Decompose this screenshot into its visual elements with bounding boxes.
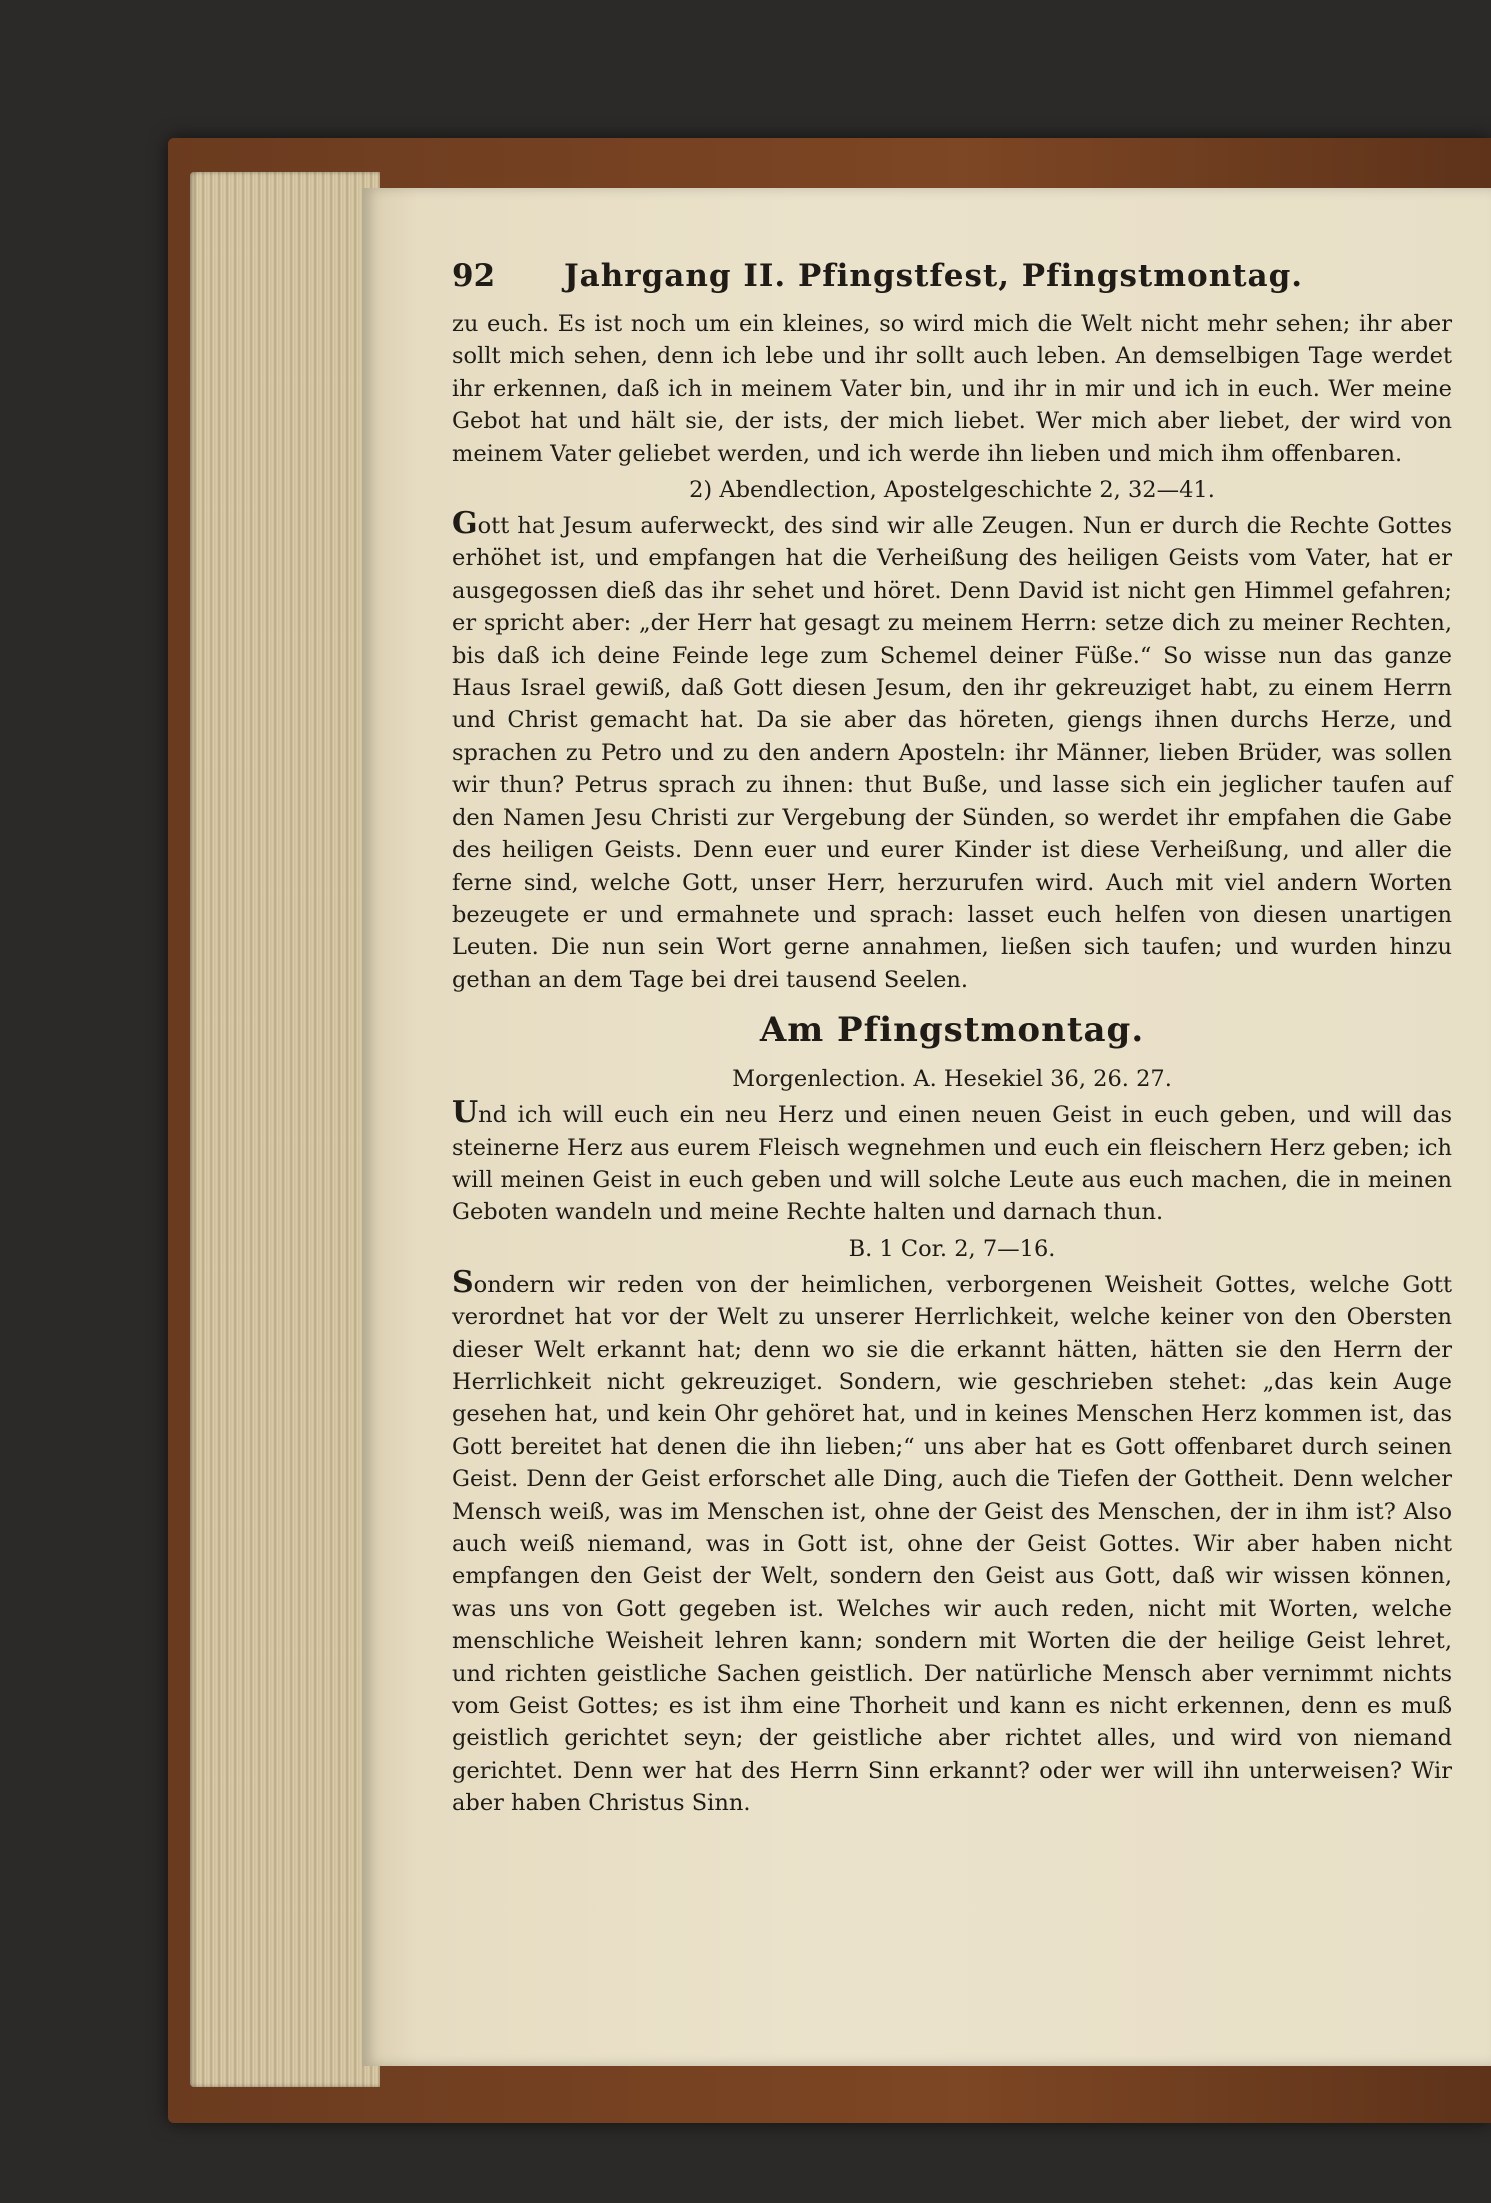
paragraph-ezekiel bbox=[452, 1095, 1452, 1229]
lection-heading-corinthians: B. 1 Cor. 2, 7—16. bbox=[848, 1235, 1056, 1262]
book-page bbox=[362, 188, 1491, 2066]
paragraph-acts bbox=[452, 506, 1452, 996]
paragraph-text: ondern wir reden von der heimlichen, verborgenen Weisheit Gottes, welche Gott verordnet hat vor der Welt zu unserer Herrlichkeit, welche keiner von den Obersten dieser Welt erkannt hat; denn wo sie die erkannt hätten, hätten sie den Herrn der Herrlichkeit nicht gekreuziget. Sondern, wie geschrieben stehet: „das kein Auge gesehen hat, und kein Ohr gehöret hat, und in keines Menschen Herz kommen ist, das Gott bereitet hat denen die ihn lieben;“ uns aber hat es Gott offenbaret durch seinen Geist. Denn der Geist erforschet alle Ding, auch die Tiefen der Gottheit. Denn welcher Mensch weiß, was im Menschen ist, ohne der Geist des Menschen, der in ihm ist? Also auch weiß niemand, was in Gott ist, ohne der Geist Gottes. Wir aber haben nicht empfangen den Geist der Welt, sondern den Geist aus Gott, daß wir wissen können, was uns von Gott gegeben ist. Welches wir auch reden, nicht mit Worten, welche menschliche Weisheit lehren kann; sondern mit Worten die der heilige Geist lehret, und richten geistliche Sachen geistlich. Der natürliche Mensch aber vernimmt nichts vom Geist Gottes; es ist ihm eine Thorheit und kann es nicht erkennen, denn es muß geistlich gerichtet seyn; der geistliche aber richtet alles, und wird von niemand gerichtet. Denn wer hat des Herrn Sinn erkannt? oder wer will ihn unterweisen? Wir aber haben Christus Sinn. bbox=[452, 1271, 1452, 1817]
page-header bbox=[452, 258, 1452, 294]
drop-cap: G bbox=[452, 506, 478, 542]
lection-heading-morgen: Morgenlection. A. Hesekiel 36, 26. 27. bbox=[732, 1066, 1172, 1093]
page-number: 92 bbox=[452, 258, 496, 294]
paragraph-john-continuation: zu euch. Es ist noch um ein kleines, so wird mich die Welt nicht mehr sehen; ihr aber sollt mich sehen, denn ich lebe und ihr sollt auch leben. An demselbigen Tage werdet ihr erkennen, daß ich in meinem Vater bin, und ihr in mir und ich in euch. Wer meine Gebot hat und hält sie, der ists, der mich liebet. Wer mich aber liebet, der wird von meinem Vater geliebet werden, und ich werde ihn lieben und mich ihm offenbaren. bbox=[452, 311, 1452, 467]
drop-cap: S bbox=[452, 1264, 474, 1300]
paragraph-text: nd ich will euch ein neu Herz und einen neuen Geist in euch geben, und will das steinerne Herz aus eurem Fleisch wegnehmen und euch ein fleischern Herz geben; ich will meinen Geist in euch geben und will solche Leute aus euch machen, die in meinen Geboten wandeln und meine Rechte halten und darnach thun. bbox=[452, 1102, 1452, 1226]
text-block bbox=[452, 258, 1452, 1820]
running-head: Jahrgang II. Pfingstfest, Pfingstmontag. bbox=[564, 258, 1304, 294]
page-edges bbox=[190, 172, 380, 2087]
paragraph-corinthians bbox=[452, 1264, 1452, 1820]
section-title: Am Pfingstmontag. bbox=[759, 1010, 1145, 1051]
lection-heading-abend: 2) Abendlection, Apostelgeschichte 2, 32—41. bbox=[689, 477, 1215, 504]
drop-cap: U bbox=[452, 1095, 479, 1131]
paragraph-text: ott hat Jesum auferweckt, des sind wir alle Zeugen. Nun er durch die Rechte Gottes erhöhet ist, und empfangen hat die Verheißung des heiligen Geists vom Vater, hat er ausgegossen dieß das ihr sehet und höret. Denn David ist nicht gen Himmel gefahren; er spricht aber: „der Herr hat gesagt zu meinem Herrn: setze dich zu meiner Rechten, bis daß ich deine Feinde lege zum Schemel deiner Füße.“ So wisse nun das ganze Haus Israel gewiß, daß Gott diesen Jesum, den ihr gekreuziget habt, zu einem Herrn und Christ gemacht hat. Da sie aber das höreten, giengs ihnen durchs Herze, und sprachen zu Petro und zu den andern Aposteln: ihr Männer, lieben Brüder, was sollen wir thun? Petrus sprach zu ihnen: thut Buße, und lasse sich ein jeglicher taufen auf den Namen Jesu Christi zur Vergebung der Sünden, so werdet ihr empfahen die Gabe des heiligen Geists. Denn euer und eurer Kinder ist diese Verheißung, und aller die ferne sind, welche Gott, unser Herr, herzurufen wird. Auch mit viel andern Worten bezeugete er und ermahnete und sprach: lasset euch helfen von diesen unartigen Leuten. Die nun sein Wort gerne annahmen, ließen sich taufen; und wurden hinzu gethan an dem Tage bei drei tausend Seelen. bbox=[452, 513, 1452, 993]
